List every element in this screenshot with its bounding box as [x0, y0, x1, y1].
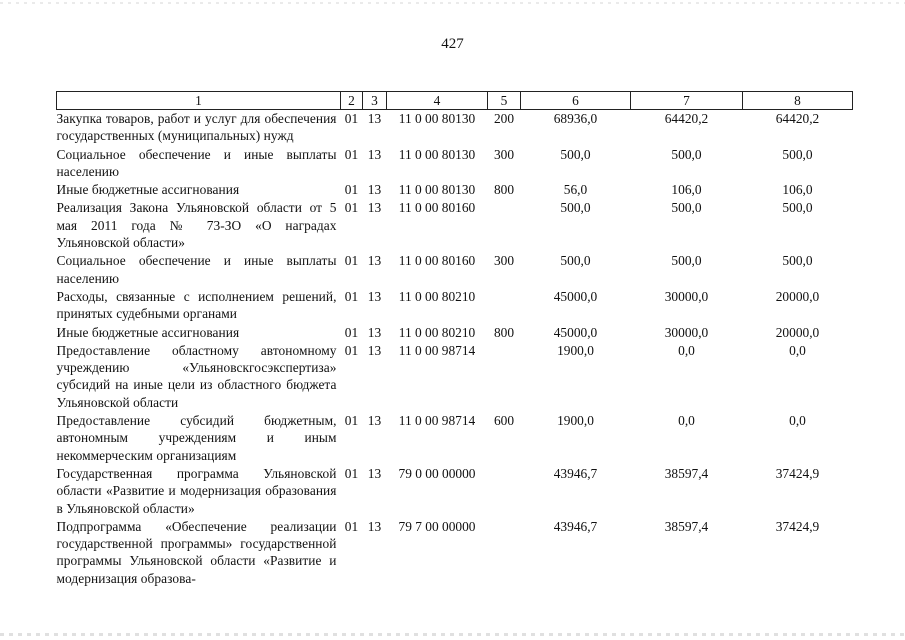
- row-value-6: 500,0: [560, 146, 591, 162]
- page-number: 427: [441, 36, 464, 52]
- row-value-7: 500,0: [671, 146, 702, 162]
- header-col-5: 5: [488, 92, 521, 110]
- row-section: 01: [344, 111, 359, 126]
- row-subsection: 13: [367, 413, 382, 429]
- row-value-8: 20000,0: [775, 324, 820, 340]
- table-row: [57, 342, 853, 412]
- row-value-8: 0,0: [789, 342, 806, 358]
- header-col-4: 4: [387, 92, 488, 110]
- row-name: Социальное обеспечение и иные выплаты населению: [56, 146, 337, 179]
- table-row: [57, 146, 853, 182]
- row-section: 01: [344, 182, 359, 198]
- row-value-8: 500,0: [782, 200, 813, 216]
- row-value-7: 500,0: [671, 253, 702, 269]
- row-value-8: 64420,2: [775, 111, 820, 126]
- table-body: [57, 110, 853, 589]
- row-name: Закупка товаров, работ и услуг для обеспечения государственных (муниципальных) нужд: [56, 111, 337, 144]
- row-value-6: 43946,7: [553, 465, 598, 481]
- row-value-6: 43946,7: [553, 518, 598, 534]
- row-name: Социальное обеспечение и иные выплаты населению: [56, 253, 337, 286]
- row-target-code: 11 0 00 98714: [398, 342, 476, 358]
- header-col-1: 1: [57, 92, 341, 110]
- row-value-7: 30000,0: [664, 288, 709, 304]
- row-target-code: 79 0 00 00000: [398, 465, 476, 481]
- row-value-6: 56,0: [563, 182, 588, 198]
- budget-table: [56, 91, 853, 588]
- header-col-2: 2: [341, 92, 363, 110]
- row-section: 01: [344, 413, 359, 429]
- row-name: Государственная программа Ульяновской области «Развитие и модернизация образования в Ульяновской области»: [56, 465, 337, 516]
- row-section: 01: [344, 518, 359, 534]
- row-expense-type: [488, 342, 521, 412]
- row-name: Подпрограмма «Обеспечение реализации государственной программы» государственной программы Ульяновской области «Развитие и модернизация образова-: [56, 518, 337, 586]
- scan-edge-bottom: [0, 633, 905, 636]
- row-value-6: 45000,0: [553, 324, 598, 340]
- table-row: [57, 288, 853, 324]
- row-subsection: 13: [367, 182, 382, 198]
- row-value-6: 1900,0: [557, 342, 594, 358]
- row-value-7: 0,0: [678, 413, 695, 429]
- row-expense-type: 300: [493, 146, 515, 162]
- row-value-8: 106,0: [782, 182, 813, 198]
- header-col-7: 7: [631, 92, 743, 110]
- row-subsection: 13: [367, 111, 382, 126]
- row-subsection: 13: [367, 465, 382, 481]
- row-target-code: 11 0 00 80160: [398, 200, 476, 216]
- row-value-7: 500,0: [671, 200, 702, 216]
- row-section: 01: [344, 342, 359, 358]
- row-value-7: 64420,2: [664, 111, 709, 126]
- row-name: Реализация Закона Ульяновской области от 5 мая 2011 года № 73-ЗО «О наградах Ульяновской области»: [56, 200, 337, 251]
- row-target-code: 11 0 00 80130: [398, 146, 476, 162]
- row-subsection: 13: [367, 146, 382, 162]
- row-value-8: 500,0: [782, 146, 813, 162]
- row-section: 01: [344, 200, 359, 216]
- scan-edge-top: [0, 2, 905, 4]
- row-subsection: 13: [367, 288, 382, 304]
- table-row: [57, 465, 853, 518]
- row-value-8: 37424,9: [775, 465, 820, 481]
- row-target-code: 11 0 00 98714: [398, 413, 476, 429]
- row-target-code: 11 0 00 80160: [398, 253, 476, 269]
- row-expense-type: 800: [493, 324, 515, 340]
- table-header: [57, 92, 853, 110]
- row-value-6: 500,0: [560, 200, 591, 216]
- row-value-6: 68936,0: [553, 111, 598, 126]
- row-value-6: 500,0: [560, 253, 591, 269]
- row-target-code: 11 0 00 80130: [398, 111, 476, 126]
- row-name: Расходы, связанные с исполнением решений, принятых судебными органами: [56, 288, 337, 322]
- row-value-7: 38597,4: [664, 518, 709, 534]
- row-subsection: 13: [367, 518, 382, 534]
- row-section: 01: [344, 324, 359, 340]
- row-value-8: 20000,0: [775, 288, 820, 304]
- table-row: [57, 199, 853, 252]
- row-expense-type: [488, 518, 521, 588]
- header-col-3: 3: [363, 92, 387, 110]
- row-target-code: 11 0 00 80130: [398, 182, 476, 198]
- row-value-6: 45000,0: [553, 288, 598, 304]
- row-subsection: 13: [367, 324, 382, 340]
- row-value-8: 500,0: [782, 253, 813, 269]
- row-section: 01: [344, 146, 359, 162]
- row-expense-type: [488, 465, 521, 518]
- row-value-6: 1900,0: [557, 413, 594, 429]
- row-target-code: 79 7 00 00000: [398, 518, 476, 534]
- row-name: Иные бюджетные ассигнования: [56, 182, 240, 198]
- row-subsection: 13: [367, 342, 382, 358]
- row-name: Иные бюджетные ассигнования: [56, 324, 240, 340]
- row-subsection: 13: [367, 253, 382, 269]
- header-row: [57, 92, 853, 110]
- row-expense-type: 300: [493, 253, 515, 269]
- header-col-8: 8: [743, 92, 853, 110]
- row-name: Предоставление субсидий бюджетным, автономным учреждениям и иным некоммерческим организациям: [56, 413, 337, 463]
- row-target-code: 11 0 00 80210: [398, 288, 476, 304]
- row-target-code: 11 0 00 80210: [398, 324, 476, 340]
- table-row: [57, 412, 853, 465]
- row-section: 01: [344, 253, 359, 269]
- row-expense-type: 800: [493, 182, 515, 198]
- row-value-8: 0,0: [789, 413, 806, 429]
- row-expense-type: [488, 199, 521, 252]
- row-expense-type: 200: [493, 111, 515, 126]
- row-value-8: 37424,9: [775, 518, 820, 534]
- row-subsection: 13: [367, 200, 382, 216]
- table-row: [57, 181, 853, 199]
- row-expense-type: 600: [493, 413, 515, 429]
- row-expense-type: [488, 288, 521, 324]
- row-value-7: 38597,4: [664, 465, 709, 481]
- table-row: [57, 518, 853, 588]
- row-name: Предоставление областному автономному учреждению «Ульяновскгосэкспертиза» субсидий на иные цели из областного бюджета Ульяновской области: [56, 342, 337, 410]
- row-value-7: 106,0: [671, 182, 702, 198]
- row-value-7: 30000,0: [664, 324, 709, 340]
- row-section: 01: [344, 288, 359, 304]
- table-row: [57, 252, 853, 288]
- row-value-7: 0,0: [678, 342, 695, 358]
- table-row: [57, 110, 853, 146]
- row-section: 01: [344, 465, 359, 481]
- header-col-6: 6: [521, 92, 631, 110]
- table-row: [57, 324, 853, 342]
